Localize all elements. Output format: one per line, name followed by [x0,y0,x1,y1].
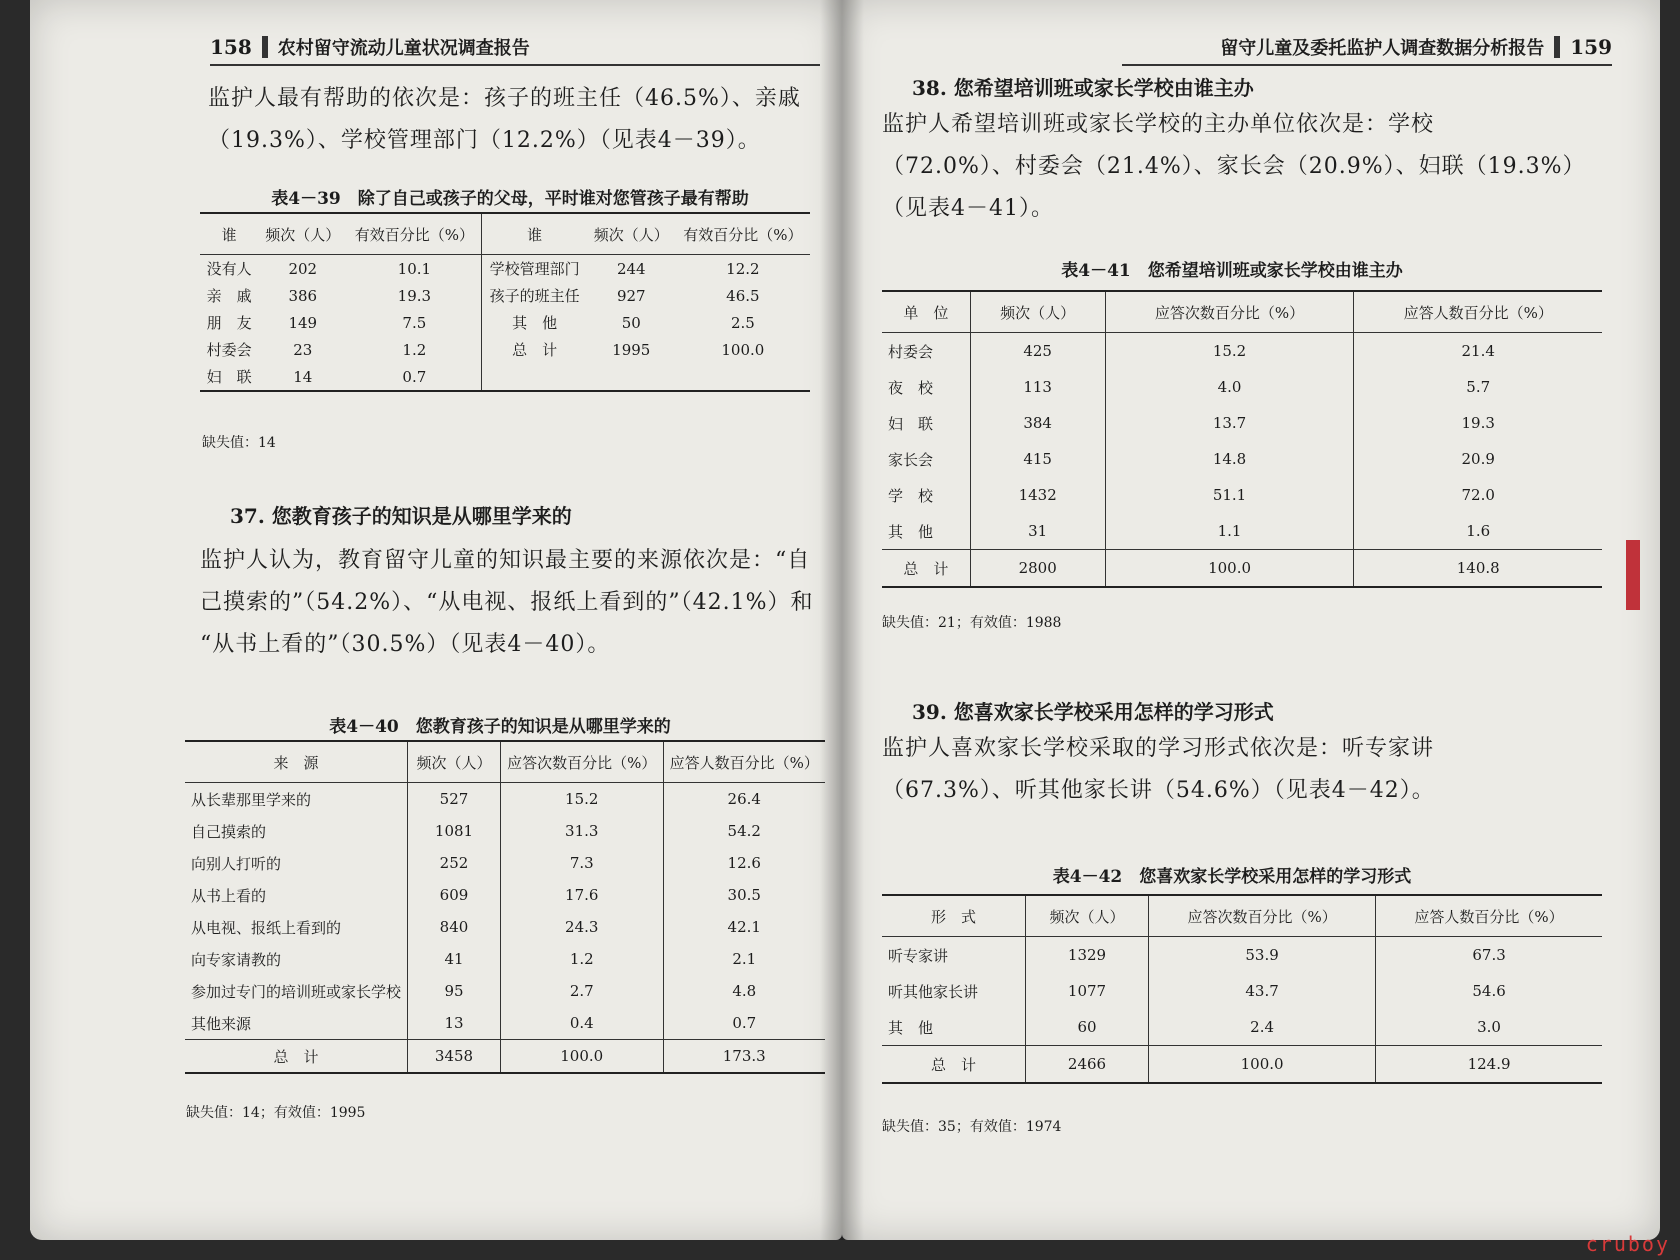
cell: 2.4 [1149,1009,1376,1046]
cell: 15.2 [1105,333,1354,370]
cell: 149 [288,313,318,332]
left-running-header [210,34,820,66]
table-row [882,369,1602,405]
cell: 学校管理部门 [489,260,580,278]
cell: 1.6 [1466,522,1491,540]
table-42-note: 缺失值：35；有效值：1974 [882,1119,1062,1135]
col-header: 形 式 [882,895,1025,937]
cell: 415 [970,441,1105,477]
table-40-caption: 表4－40 您教育孩子的知识是从哪里学来的 [329,717,671,737]
header-bar [1554,36,1560,58]
table-row [185,847,825,879]
cell: 2.1 [732,950,757,968]
col-header: 有效百分比（%） [347,213,482,255]
cell: 140.8 [1354,550,1602,588]
col-header: 应答人数百分比（%） [1376,895,1602,937]
cell: 1077 [1025,973,1148,1009]
cell: 1081 [408,815,501,847]
table-total-row [882,1046,1602,1084]
section-38-heading: 38. 您希望培训班或家长学校由谁主办 [912,76,1254,100]
cell: 21.4 [1461,342,1495,360]
cell: 14.8 [1105,441,1354,477]
table-40-note: 缺失值：14；有效值：1995 [186,1105,366,1121]
cell: 252 [408,847,501,879]
cell: 425 [970,333,1105,370]
cell: 72.0 [1461,486,1495,504]
cell: 孩子的班主任 [489,287,580,305]
table-row [882,973,1602,1009]
cell: 2.5 [730,313,755,332]
right-header-title: 留守儿童及委托监护人调查数据分析报告 [1220,38,1545,59]
table-39-note: 缺失值：14 [202,435,276,451]
cell: 从电视、报纸上看到的 [185,911,408,943]
cell: 7.3 [501,847,664,879]
text-line: 己摸索的”（54.2%）、“从电视、报纸上看到的”（42.1%）和 [200,590,814,615]
section-37-heading: 37. 您教育孩子的知识是从哪里学来的 [230,504,572,528]
cell: 听专家讲 [882,937,1025,974]
right-running-header [1122,34,1612,66]
cell: 100.0 [721,340,765,359]
cell: 20.9 [1461,450,1495,468]
cell: 夜 校 [882,369,970,405]
table-row [200,255,810,283]
cell: 24.3 [501,911,664,943]
cell: 23 [293,340,313,359]
table-row [200,363,810,391]
cell: 386 [288,286,318,305]
table-row [200,336,810,363]
table-42 [882,894,1602,1084]
cell: 家长会 [882,441,970,477]
text-line: 监护人最有帮助的依次是：孩子的班主任（46.5%）、亲戚 [208,86,801,111]
col-header: 有效百分比（%） [676,213,810,255]
cell: 113 [970,369,1105,405]
table-41 [882,290,1602,588]
header-bar [262,36,268,58]
cell: 95 [408,975,501,1007]
col-header: 应答人数百分比（%） [1354,291,1602,333]
table-row [185,943,825,975]
cell: 4.8 [732,982,757,1000]
text-line: （67.3%）、听其他家长讲（54.6%）（见表4－42）。 [882,778,1435,803]
cell: 其 他 [882,513,970,550]
cell: 1.1 [1105,513,1354,550]
book-gutter [820,0,864,1240]
table-row [882,477,1602,513]
cell: 13 [408,1007,501,1040]
cell: 100.0 [501,1040,664,1074]
cell: 1432 [970,477,1105,513]
text-line: 监护人认为，教育留守儿童的知识最主要的来源依次是：“自 [200,548,811,573]
cell: 53.9 [1149,937,1376,974]
cell: 527 [408,783,501,816]
right-page-number: 159 [1570,35,1612,59]
table-41-caption: 表4－41 您希望培训班或家长学校由谁主办 [1061,261,1403,281]
cell: 7.5 [347,309,482,336]
cell: 1.2 [501,943,664,975]
cell: 384 [970,405,1105,441]
cell: 参加过专门的培训班或家长学校 [185,975,408,1007]
table-row [200,309,810,336]
col-header: 频次（人） [587,213,676,255]
cell: 没有人 [206,260,252,278]
cell: 15.2 [501,783,664,816]
cell: 14 [293,367,313,386]
cell: 41 [408,943,501,975]
cell: 1329 [1025,937,1148,974]
table-41-note: 缺失值：21；有效值：1988 [882,615,1062,631]
col-header: 应答次数百分比（%） [1149,895,1376,937]
cell: 其 他 [512,314,558,332]
cell: 0.7 [732,1014,757,1032]
cell: 13.7 [1105,405,1354,441]
section-39-text [882,728,1642,812]
table-row [185,879,825,911]
section-38-text [882,104,1622,230]
table-row [185,815,825,847]
col-header: 频次（人） [258,213,347,255]
table-row [185,1007,825,1040]
section-39-heading: 39. 您喜欢家长学校采用怎样的学习形式 [912,700,1274,724]
cell: 54.2 [727,822,761,840]
cell: 19.3 [347,282,482,309]
col-header: 谁 [482,213,587,255]
cell: 从书上看的 [185,879,408,911]
cell: 妇 联 [882,405,970,441]
text-line: （72.0%）、村委会（21.4%）、家长会（20.9%）、妇联（19.3%） [882,154,1586,179]
cell: 31.3 [501,815,664,847]
cell: 12.2 [726,259,760,278]
cell: 2.7 [501,975,664,1007]
table-row [882,333,1602,370]
cell: 0.4 [501,1007,664,1040]
cell: 100.0 [1149,1046,1376,1084]
cell: 其他来源 [185,1007,408,1040]
table-total-row [882,550,1602,588]
cell: 听其他家长讲 [882,973,1025,1009]
table-row [882,513,1602,550]
cell: 19.3 [1461,414,1495,432]
table-row [882,937,1602,974]
cell: 从长辈那里学来的 [185,783,408,816]
open-book [30,0,1670,1260]
cell: 67.3 [1472,946,1506,964]
cell [676,363,810,391]
cell: 244 [616,259,646,278]
cell: 51.1 [1105,477,1354,513]
cell: 1995 [612,340,651,359]
cell: 0.7 [347,363,482,391]
col-header: 来 源 [185,741,408,783]
watermark: cruboy [1585,1232,1670,1256]
cell: 840 [408,911,501,943]
cell: 927 [616,286,646,305]
col-header: 应答人数百分比（%） [663,741,825,783]
cell: 46.5 [726,286,760,305]
text-line: 监护人喜欢家长学校采取的学习形式依次是：听专家讲 [882,736,1435,761]
cell: 自己摸索的 [185,815,408,847]
text-line: （19.3%）、学校管理部门（12.2%）（见表4－39）。 [208,128,761,153]
cell: 朋 友 [206,314,252,332]
text-line: “从书上看的”（30.5%）（见表4－40）。 [200,632,611,657]
cell: 202 [288,259,318,278]
cell: 30.5 [727,886,761,904]
cell: 17.6 [501,879,664,911]
cell: 54.6 [1472,982,1506,1000]
table-39 [200,212,810,392]
cell: 总 计 [185,1040,408,1074]
cell: 3.0 [1477,1018,1501,1036]
cell: 42.1 [727,918,761,936]
col-header: 应答次数百分比（%） [501,741,664,783]
cell: 向专家请教的 [185,943,408,975]
table-row [185,783,825,816]
cell: 总 计 [512,341,558,359]
cell: 26.4 [727,790,761,808]
table-row [185,975,825,1007]
cell: 学 校 [882,477,970,513]
cell: 124.9 [1376,1046,1602,1084]
col-header: 单 位 [882,291,970,333]
table-row [185,911,825,943]
cell: 60 [1025,1009,1148,1046]
cell: 3458 [408,1040,501,1074]
right-page [842,0,1660,1240]
cell: 43.7 [1149,973,1376,1009]
cell: 1.2 [347,336,482,363]
left-page [30,0,842,1240]
cell: 村委会 [882,333,970,370]
cell: 向别人打听的 [185,847,408,879]
cell: 2466 [1025,1046,1148,1084]
cell: 50 [621,313,641,332]
cell: 总 计 [882,1046,1025,1084]
col-header: 频次（人） [970,291,1105,333]
cell: 2800 [970,550,1105,588]
cell: 5.7 [1466,378,1491,396]
col-header: 频次（人） [408,741,501,783]
text-line: 监护人希望培训班或家长学校的主办单位依次是：学校 [882,112,1435,137]
bookmark-ribbon [1626,540,1640,610]
cell: 村委会 [206,341,252,359]
table-40 [185,740,825,1074]
left-intro-text [208,78,828,162]
cell: 31 [970,513,1105,550]
section-37-text [200,540,830,666]
table-row [882,441,1602,477]
cell: 总 计 [882,550,970,588]
cell: 4.0 [1105,369,1354,405]
cell: 亲 戚 [206,287,252,305]
table-total-row [185,1040,825,1074]
table-42-caption: 表4－42 您喜欢家长学校采用怎样的学习形式 [1052,867,1412,887]
table-row [882,1009,1602,1046]
cell: 100.0 [1105,550,1354,588]
cell: 妇 联 [206,368,252,386]
cell: 10.1 [347,255,482,283]
table-row [200,282,810,309]
left-header-title: 农村留守流动儿童状况调查报告 [277,38,530,59]
cell: 12.6 [727,854,761,872]
cell: 609 [408,879,501,911]
col-header: 频次（人） [1025,895,1148,937]
table-39-caption: 表4－39 除了自己或孩子的父母，平时谁对您管孩子最有帮助 [271,189,749,209]
col-header: 应答次数百分比（%） [1105,291,1354,333]
cell [587,363,676,391]
cell: 173.3 [663,1040,825,1074]
cell [482,363,587,391]
text-line: （见表4－41）。 [882,196,1054,221]
table-row [882,405,1602,441]
cell: 其 他 [882,1009,1025,1046]
col-header: 谁 [200,213,258,255]
left-page-number: 158 [210,35,252,59]
